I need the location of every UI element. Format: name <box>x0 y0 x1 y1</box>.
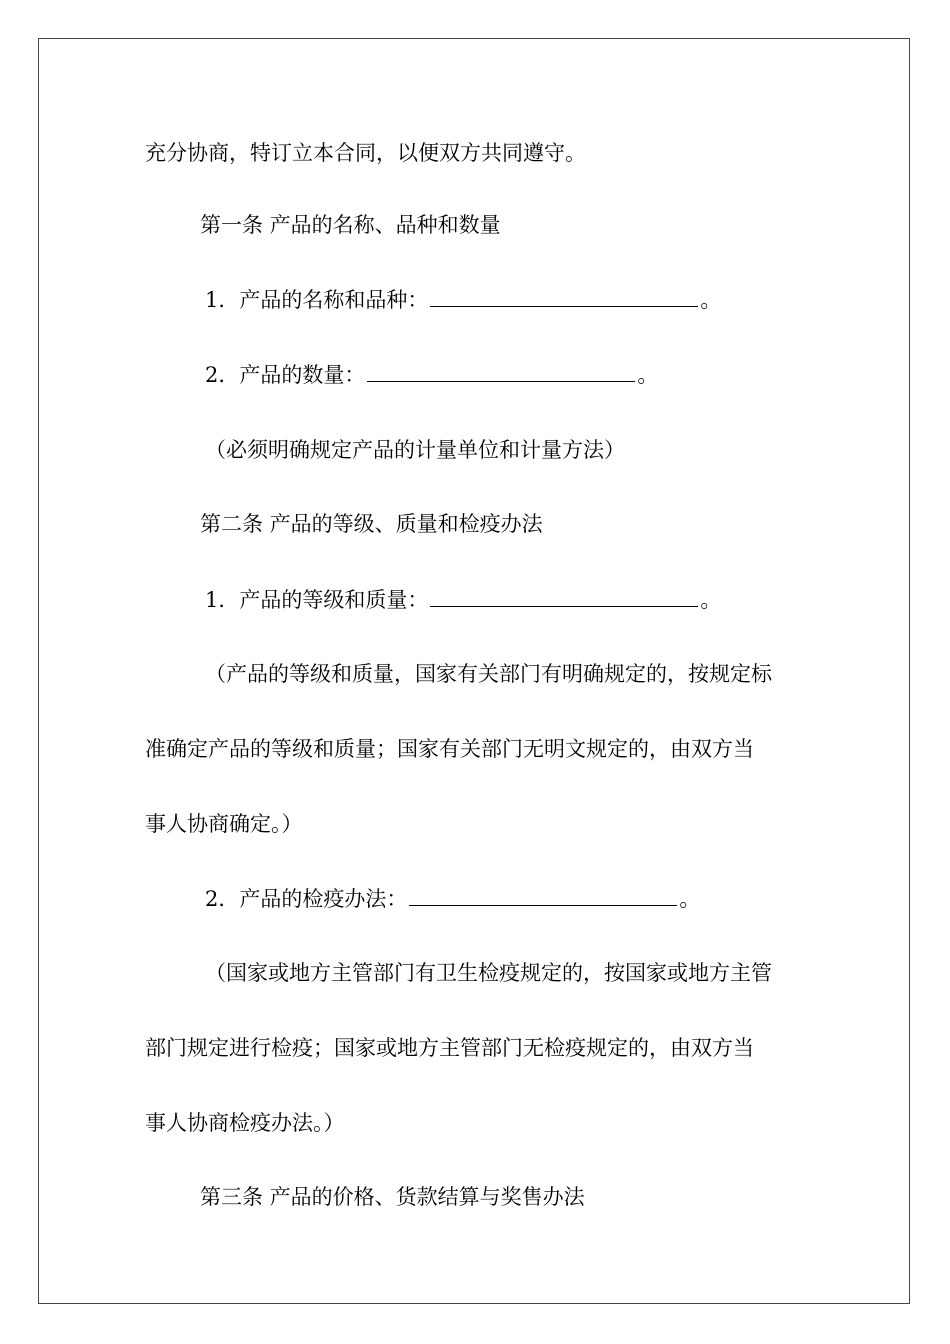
product-grade-quality-label: 1．产品的等级和质量： <box>205 588 429 612</box>
quantity-note: （必须明确规定产品的计量单位和计量方法） <box>205 438 625 462</box>
product-name-variety-label: 1．产品的名称和品种： <box>205 288 429 312</box>
product-quantity-blank <box>367 363 635 382</box>
product-quarantine-period: 。 <box>679 887 701 911</box>
product-grade-quality-line <box>205 586 721 614</box>
contract-intro-text: 充分协商，特订立本合同，以便双方共同遵守。 <box>145 141 586 165</box>
quarantine-note-line-2: 部门规定进行检疫；国家或地方主管部门无检疫规定的，由双方当 <box>145 1036 754 1060</box>
article-2-heading: 第二条 产品的等级、质量和检疫办法 <box>200 512 543 536</box>
product-quarantine-label: 2．产品的检疫办法： <box>205 887 408 911</box>
product-quarantine-line <box>205 885 700 913</box>
product-quantity-line <box>205 361 658 389</box>
product-name-variety-blank <box>430 288 698 307</box>
article-3-heading: 第三条 产品的价格、货款结算与奖售办法 <box>200 1185 585 1209</box>
product-name-variety-period: 。 <box>700 288 722 312</box>
quarantine-note-line-1: （国家或地方主管部门有卫生检疫规定的，按国家或地方主管 <box>205 961 772 985</box>
article-1-heading: 第一条 产品的名称、品种和数量 <box>200 213 501 237</box>
product-quarantine-blank <box>409 887 677 906</box>
product-quantity-period: 。 <box>637 363 659 387</box>
product-grade-quality-period: 。 <box>700 588 722 612</box>
grade-quality-note-line-3: 事人协商确定。） <box>145 812 303 836</box>
product-quantity-label: 2．产品的数量： <box>205 363 366 387</box>
product-name-variety-line <box>205 286 721 314</box>
grade-quality-note-line-1: （产品的等级和质量，国家有关部门有明确规定的，按规定标 <box>205 662 772 686</box>
quarantine-note-line-3: 事人协商检疫办法。） <box>145 1111 345 1135</box>
product-grade-quality-blank <box>430 588 698 607</box>
grade-quality-note-line-2: 准确定产品的等级和质量；国家有关部门无明文规定的，由双方当 <box>145 737 754 761</box>
